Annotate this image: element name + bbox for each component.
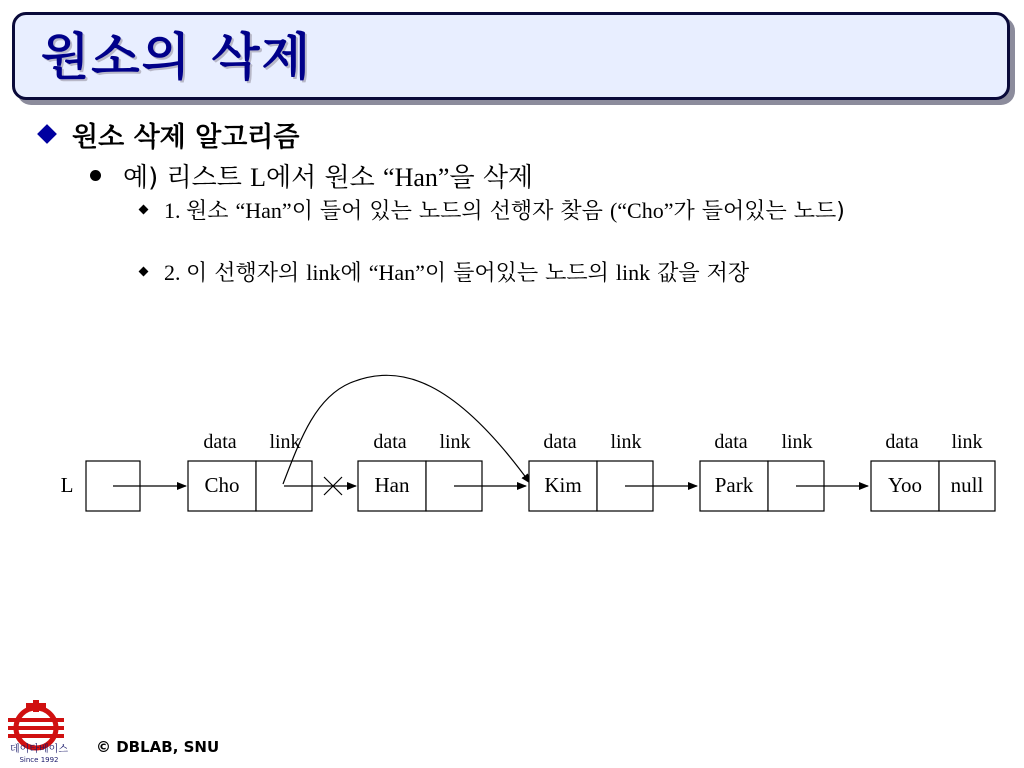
node-data-value: Cho bbox=[204, 473, 240, 497]
node-data-value: Park bbox=[714, 473, 754, 497]
node-data-value: Yoo bbox=[887, 473, 923, 497]
step1-text: 1. 원소 “Han”이 들어 있는 노드의 선행자 찾음 (“Cho”가 들어있는 노드) bbox=[164, 198, 845, 224]
field-label-data: data bbox=[203, 431, 237, 453]
list-head-label: L bbox=[60, 473, 74, 497]
field-label-link: link bbox=[610, 431, 642, 453]
logo-text: 데이타베이스 bbox=[10, 744, 68, 755]
bullet-level1-text: 원소 삭제 알고리즘 bbox=[72, 121, 300, 153]
field-label-data: data bbox=[714, 431, 748, 453]
node-data-value: Kim bbox=[544, 473, 582, 497]
node-link-null: null bbox=[950, 473, 984, 497]
field-label-data: data bbox=[373, 431, 407, 453]
bullet-level2-text: 예) 리스트 L에서 원소 “Han”을 삭제 bbox=[123, 162, 534, 193]
field-label-data: data bbox=[885, 431, 919, 453]
step2-text: 2. 이 선행자의 link에 “Han”이 들어있는 노드의 link 값을 저장 bbox=[164, 260, 750, 286]
field-label-link: link bbox=[269, 431, 301, 453]
logo-since: Since 1992 bbox=[19, 756, 59, 764]
node-data-value: Han bbox=[374, 473, 410, 497]
field-label-link: link bbox=[951, 431, 983, 453]
field-label-link: link bbox=[781, 431, 813, 453]
field-label-link: link bbox=[439, 431, 471, 453]
footer-copyright: © DBLAB, SNU bbox=[96, 738, 220, 756]
slide-title: 원소의 삭제 bbox=[41, 28, 312, 86]
field-label-data: data bbox=[543, 431, 577, 453]
